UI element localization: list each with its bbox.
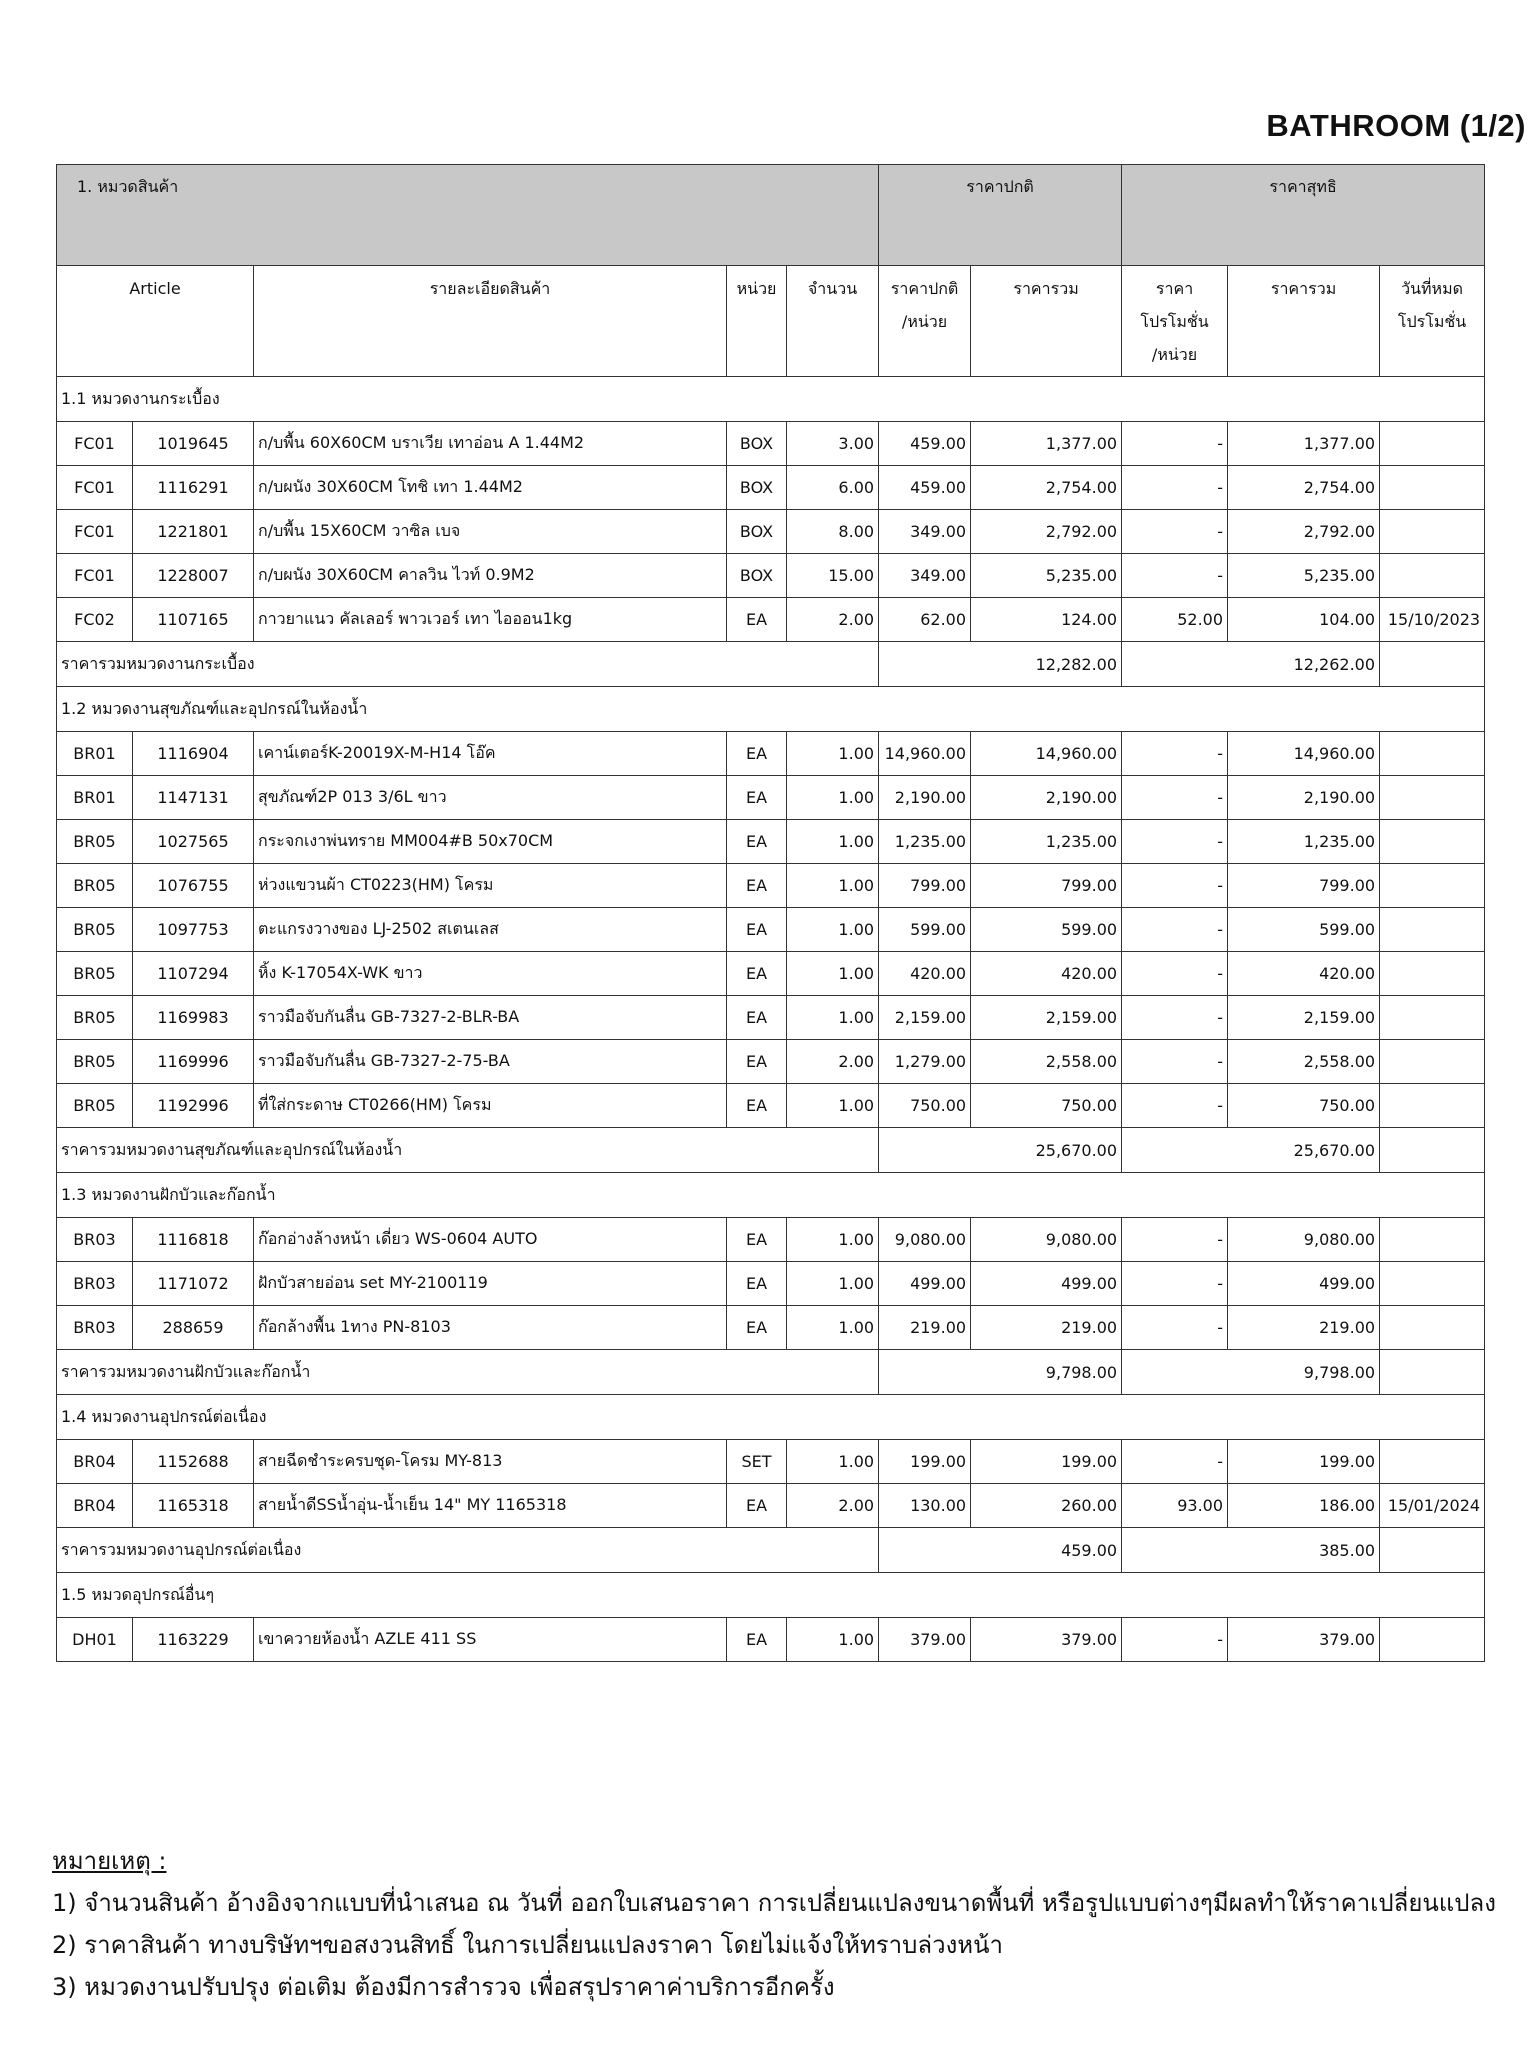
item-unit-price: 9,080.00 xyxy=(879,1218,971,1262)
item-description: ห่วงแขวนผ้า CT0223(HM) โครม xyxy=(254,864,727,908)
item-qty: 1.00 xyxy=(787,820,879,864)
item-unit-price: 349.00 xyxy=(879,554,971,598)
subtotal-empty xyxy=(1380,642,1485,687)
item-total: 260.00 xyxy=(971,1484,1122,1528)
col-header-net-total: ราคารวม xyxy=(1228,266,1380,377)
col-header-total: ราคารวม xyxy=(971,266,1122,377)
col-header-qty: จำนวน xyxy=(787,266,879,377)
subtotal-normal: 25,670.00 xyxy=(879,1128,1122,1173)
item-article: 1116904 xyxy=(133,732,254,776)
item-promo-end xyxy=(1380,952,1485,996)
item-qty: 15.00 xyxy=(787,554,879,598)
item-promo-end xyxy=(1380,776,1485,820)
item-unit: EA xyxy=(727,732,787,776)
table-row xyxy=(57,776,1485,820)
item-unit-price: 459.00 xyxy=(879,466,971,510)
subtotal-normal: 12,282.00 xyxy=(879,642,1122,687)
item-unit-price: 459.00 xyxy=(879,422,971,466)
item-article: 1163229 xyxy=(133,1618,254,1662)
item-description: สายน้ำดีSSน้ำอุ่น-น้ำเย็น 14" MY 1165318 xyxy=(254,1484,727,1528)
item-description: ก/บผนัง 30X60CM โทชิ เทา 1.44M2 xyxy=(254,466,727,510)
table-row xyxy=(57,554,1485,598)
item-net-total: 2,792.00 xyxy=(1228,510,1380,554)
item-article: 1097753 xyxy=(133,908,254,952)
item-net-total: 799.00 xyxy=(1228,864,1380,908)
item-code: DH01 xyxy=(57,1618,133,1662)
item-qty: 8.00 xyxy=(787,510,879,554)
item-promo-price: - xyxy=(1122,1262,1228,1306)
item-net-total: 750.00 xyxy=(1228,1084,1380,1128)
col-header-promo-line3: /หน่วย xyxy=(1151,345,1198,364)
item-net-total: 2,558.00 xyxy=(1228,1040,1380,1084)
item-article: 1169983 xyxy=(133,996,254,1040)
item-promo-price: - xyxy=(1122,1218,1228,1262)
item-article: 1192996 xyxy=(133,1084,254,1128)
item-code: FC02 xyxy=(57,598,133,642)
item-net-total: 379.00 xyxy=(1228,1618,1380,1662)
item-total: 1,377.00 xyxy=(971,422,1122,466)
item-unit-price: 1,235.00 xyxy=(879,820,971,864)
item-unit-price: 219.00 xyxy=(879,1306,971,1350)
item-unit: EA xyxy=(727,1262,787,1306)
item-code: BR03 xyxy=(57,1306,133,1350)
item-net-total: 420.00 xyxy=(1228,952,1380,996)
normal-price-header: ราคาปกติ xyxy=(879,165,1122,266)
item-code: FC01 xyxy=(57,554,133,598)
item-total: 420.00 xyxy=(971,952,1122,996)
item-article: 1221801 xyxy=(133,510,254,554)
item-promo-price: - xyxy=(1122,1618,1228,1662)
item-article: 1076755 xyxy=(133,864,254,908)
item-promo-end xyxy=(1380,554,1485,598)
item-unit-price: 349.00 xyxy=(879,510,971,554)
item-total: 2,558.00 xyxy=(971,1040,1122,1084)
item-promo-end xyxy=(1380,510,1485,554)
item-description: ก/บพื้น 15X60CM วาซิล เบจ xyxy=(254,510,727,554)
item-promo-end: 15/10/2023 xyxy=(1380,598,1485,642)
item-description: ก๊อกอ่างล้างหน้า เดี่ยว WS-0604 AUTO xyxy=(254,1218,727,1262)
item-unit: SET xyxy=(727,1440,787,1484)
item-unit-price: 62.00 xyxy=(879,598,971,642)
item-unit: EA xyxy=(727,1306,787,1350)
item-code: BR03 xyxy=(57,1218,133,1262)
item-unit: BOX xyxy=(727,554,787,598)
item-code: FC01 xyxy=(57,466,133,510)
item-unit: EA xyxy=(727,598,787,642)
item-code: FC01 xyxy=(57,510,133,554)
item-promo-end xyxy=(1380,732,1485,776)
item-promo-price: - xyxy=(1122,776,1228,820)
category-title: 1.1 หมวดงานกระเบื้อง xyxy=(57,377,1485,422)
item-promo-price: - xyxy=(1122,732,1228,776)
table-row xyxy=(57,1484,1485,1528)
item-qty: 3.00 xyxy=(787,422,879,466)
item-qty: 1.00 xyxy=(787,864,879,908)
item-qty: 1.00 xyxy=(787,1084,879,1128)
item-promo-price: - xyxy=(1122,1306,1228,1350)
col-header-promo-end xyxy=(1380,266,1485,377)
table-column-header-row xyxy=(57,266,1485,377)
subtotal-net: 12,262.00 xyxy=(1122,642,1380,687)
table-row xyxy=(57,510,1485,554)
item-article: 1152688 xyxy=(133,1440,254,1484)
subtotal-empty xyxy=(1380,1528,1485,1573)
item-total: 499.00 xyxy=(971,1262,1122,1306)
item-article: 1019645 xyxy=(133,422,254,466)
item-promo-end xyxy=(1380,1306,1485,1350)
item-total: 2,754.00 xyxy=(971,466,1122,510)
item-promo-end: 15/01/2024 xyxy=(1380,1484,1485,1528)
table-row xyxy=(57,908,1485,952)
table-row xyxy=(57,1618,1485,1662)
item-description: เขาควายห้องน้ำ AZLE 411 SS xyxy=(254,1618,727,1662)
item-unit-price: 2,159.00 xyxy=(879,996,971,1040)
item-qty: 1.00 xyxy=(787,776,879,820)
subtotal-label: ราคารวมหมวดงานอุปกรณ์ต่อเนื่อง xyxy=(57,1528,879,1573)
subtotal-row xyxy=(57,1350,1485,1395)
item-qty: 6.00 xyxy=(787,466,879,510)
col-header-unit-price-line2: /หน่วย xyxy=(901,312,948,331)
item-promo-end xyxy=(1380,820,1485,864)
item-description: ที่ใส่กระดาษ CT0266(HM) โครม xyxy=(254,1084,727,1128)
item-qty: 1.00 xyxy=(787,908,879,952)
category-title: 1.4 หมวดงานอุปกรณ์ต่อเนื่อง xyxy=(57,1395,1485,1440)
item-article: 1027565 xyxy=(133,820,254,864)
item-net-total: 599.00 xyxy=(1228,908,1380,952)
col-header-unit-price-line1: ราคาปกติ xyxy=(890,279,959,298)
item-article: 1116818 xyxy=(133,1218,254,1262)
col-header-promo-end-line2: โปรโมชั่น xyxy=(1397,312,1467,331)
item-code: BR05 xyxy=(57,996,133,1040)
item-description: กระจกเงาพ่นทราย MM004#B 50x70CM xyxy=(254,820,727,864)
item-net-total: 1,235.00 xyxy=(1228,820,1380,864)
item-total: 5,235.00 xyxy=(971,554,1122,598)
item-total: 14,960.00 xyxy=(971,732,1122,776)
item-promo-end xyxy=(1380,908,1485,952)
item-article: 1107165 xyxy=(133,598,254,642)
item-article: 1147131 xyxy=(133,776,254,820)
subtotal-net: 9,798.00 xyxy=(1122,1350,1380,1395)
item-description: เคาน์เตอร์K-20019X-M-H14 โอ๊ค xyxy=(254,732,727,776)
item-total: 124.00 xyxy=(971,598,1122,642)
item-total: 379.00 xyxy=(971,1618,1122,1662)
table-row xyxy=(57,820,1485,864)
item-total: 1,235.00 xyxy=(971,820,1122,864)
item-description: สุขภัณฑ์2P 013 3/6L ขาว xyxy=(254,776,727,820)
item-total: 219.00 xyxy=(971,1306,1122,1350)
col-header-promo-price xyxy=(1122,266,1228,377)
table-row xyxy=(57,952,1485,996)
item-code: BR05 xyxy=(57,908,133,952)
subtotal-normal: 9,798.00 xyxy=(879,1350,1122,1395)
subtotal-normal: 459.00 xyxy=(879,1528,1122,1573)
col-header-promo-line2: โปรโมชั่น xyxy=(1140,312,1209,331)
item-net-total: 186.00 xyxy=(1228,1484,1380,1528)
item-promo-price: - xyxy=(1122,466,1228,510)
net-price-header: ราคาสุทธิ xyxy=(1122,165,1485,266)
item-unit-price: 199.00 xyxy=(879,1440,971,1484)
item-unit-price: 799.00 xyxy=(879,864,971,908)
item-unit: BOX xyxy=(727,422,787,466)
notes-heading: หมายเหตุ : xyxy=(52,1847,167,1875)
item-unit-price: 130.00 xyxy=(879,1484,971,1528)
item-unit-price: 1,279.00 xyxy=(879,1040,971,1084)
item-promo-end xyxy=(1380,1618,1485,1662)
category-row xyxy=(57,377,1485,422)
item-total: 750.00 xyxy=(971,1084,1122,1128)
item-net-total: 14,960.00 xyxy=(1228,732,1380,776)
item-article: 1171072 xyxy=(133,1262,254,1306)
table-row xyxy=(57,466,1485,510)
subtotal-empty xyxy=(1380,1128,1485,1173)
table-row xyxy=(57,598,1485,642)
item-code: BR05 xyxy=(57,1084,133,1128)
item-code: BR01 xyxy=(57,776,133,820)
item-unit: EA xyxy=(727,864,787,908)
col-header-promo-line1: ราคา xyxy=(1155,279,1194,298)
table-row xyxy=(57,1262,1485,1306)
item-unit: EA xyxy=(727,1084,787,1128)
item-description: ตะแกรงวางของ LJ-2502 สเตนเลส xyxy=(254,908,727,952)
item-unit-price: 2,190.00 xyxy=(879,776,971,820)
item-description: ก๊อกล้างพื้น 1ทาง PN-8103 xyxy=(254,1306,727,1350)
subtotal-label: ราคารวมหมวดงานกระเบื้อง xyxy=(57,642,879,687)
item-unit: EA xyxy=(727,908,787,952)
item-net-total: 9,080.00 xyxy=(1228,1218,1380,1262)
item-description: ราวมือจับกันลื่น GB-7327-2-75-BA xyxy=(254,1040,727,1084)
subtotal-net: 25,670.00 xyxy=(1122,1128,1380,1173)
item-total: 2,190.00 xyxy=(971,776,1122,820)
item-qty: 2.00 xyxy=(787,1484,879,1528)
item-promo-price: 52.00 xyxy=(1122,598,1228,642)
item-unit: BOX xyxy=(727,510,787,554)
item-total: 9,080.00 xyxy=(971,1218,1122,1262)
item-description: กาวยาแนว คัลเลอร์ พาวเวอร์ เทา ไอออน1kg xyxy=(254,598,727,642)
item-promo-end xyxy=(1380,466,1485,510)
page-title: BATHROOM (1/2) xyxy=(1266,108,1526,143)
item-net-total: 5,235.00 xyxy=(1228,554,1380,598)
table-row xyxy=(57,1040,1485,1084)
table-row xyxy=(57,422,1485,466)
item-net-total: 219.00 xyxy=(1228,1306,1380,1350)
item-article: 288659 xyxy=(133,1306,254,1350)
item-code: BR01 xyxy=(57,732,133,776)
table-row xyxy=(57,1440,1485,1484)
item-description: ฝักบัวสายอ่อน set MY-2100119 xyxy=(254,1262,727,1306)
subtotal-row xyxy=(57,642,1485,687)
item-unit: EA xyxy=(727,820,787,864)
subtotal-row xyxy=(57,1128,1485,1173)
table-row xyxy=(57,864,1485,908)
item-code: BR03 xyxy=(57,1262,133,1306)
item-promo-price: - xyxy=(1122,554,1228,598)
category-title: 1.2 หมวดงานสุขภัณฑ์และอุปกรณ์ในห้องน้ำ xyxy=(57,687,1485,732)
item-unit: BOX xyxy=(727,466,787,510)
item-code: BR05 xyxy=(57,952,133,996)
item-article: 1165318 xyxy=(133,1484,254,1528)
category-row xyxy=(57,1573,1485,1618)
item-net-total: 2,190.00 xyxy=(1228,776,1380,820)
quotation-table xyxy=(56,164,1485,1662)
category-header: 1. หมวดสินค้า xyxy=(57,165,879,266)
note-line: 3) หมวดงานปรับปรุง ต่อเติม ต้องมีการสำรวจ เพื่อสรุปราคาค่าบริการอีกครั้ง xyxy=(52,1973,835,2001)
item-unit: EA xyxy=(727,776,787,820)
subtotal-label: ราคารวมหมวดงานฝักบัวและก๊อกน้ำ xyxy=(57,1350,879,1395)
item-promo-end xyxy=(1380,1040,1485,1084)
item-qty: 1.00 xyxy=(787,1440,879,1484)
item-promo-end xyxy=(1380,1262,1485,1306)
item-promo-price: 93.00 xyxy=(1122,1484,1228,1528)
item-total: 799.00 xyxy=(971,864,1122,908)
item-qty: 1.00 xyxy=(787,1618,879,1662)
col-header-unit: หน่วย xyxy=(727,266,787,377)
note-line: 2) ราคาสินค้า ทางบริษัทฯขอสงวนสิทธิ์ ในการเปลี่ยนแปลงราคา โดยไม่แจ้งให้ทราบล่วงหน้า xyxy=(52,1931,1003,1959)
item-promo-price: - xyxy=(1122,510,1228,554)
item-promo-price: - xyxy=(1122,996,1228,1040)
table-row xyxy=(57,1218,1485,1262)
col-header-unit-price xyxy=(879,266,971,377)
item-unit-price: 420.00 xyxy=(879,952,971,996)
subtotal-row xyxy=(57,1528,1485,1573)
notes-section xyxy=(52,1840,1496,2008)
item-qty: 1.00 xyxy=(787,1262,879,1306)
item-unit: EA xyxy=(727,952,787,996)
item-promo-price: - xyxy=(1122,1440,1228,1484)
item-unit: EA xyxy=(727,1040,787,1084)
subtotal-label: ราคารวมหมวดงานสุขภัณฑ์และอุปกรณ์ในห้องน้ำ xyxy=(57,1128,879,1173)
item-total: 199.00 xyxy=(971,1440,1122,1484)
item-promo-price: - xyxy=(1122,908,1228,952)
item-code: FC01 xyxy=(57,422,133,466)
item-net-total: 499.00 xyxy=(1228,1262,1380,1306)
item-total: 599.00 xyxy=(971,908,1122,952)
item-article: 1228007 xyxy=(133,554,254,598)
item-unit-price: 750.00 xyxy=(879,1084,971,1128)
item-promo-end xyxy=(1380,1440,1485,1484)
item-qty: 2.00 xyxy=(787,1040,879,1084)
item-article: 1107294 xyxy=(133,952,254,996)
item-total: 2,159.00 xyxy=(971,996,1122,1040)
table-row xyxy=(57,732,1485,776)
item-net-total: 1,377.00 xyxy=(1228,422,1380,466)
item-unit: EA xyxy=(727,1218,787,1262)
item-description: สายฉีดชำระครบชุด-โครม MY-813 xyxy=(254,1440,727,1484)
item-unit: EA xyxy=(727,1618,787,1662)
item-qty: 1.00 xyxy=(787,996,879,1040)
item-net-total: 199.00 xyxy=(1228,1440,1380,1484)
item-description: ราวมือจับกันลื่น GB-7327-2-BLR-BA xyxy=(254,996,727,1040)
item-promo-price: - xyxy=(1122,1084,1228,1128)
table-header-group-row xyxy=(57,165,1485,266)
item-promo-price: - xyxy=(1122,864,1228,908)
item-description: ก/บผนัง 30X60CM คาลวิน ไวท์ 0.9M2 xyxy=(254,554,727,598)
category-row xyxy=(57,1173,1485,1218)
item-promo-end xyxy=(1380,422,1485,466)
category-title: 1.3 หมวดงานฝักบัวและก๊อกน้ำ xyxy=(57,1173,1485,1218)
item-description: ก/บพื้น 60X60CM บราเวีย เทาอ่อน A 1.44M2 xyxy=(254,422,727,466)
item-unit: EA xyxy=(727,996,787,1040)
item-unit: EA xyxy=(727,1484,787,1528)
item-qty: 1.00 xyxy=(787,1218,879,1262)
item-promo-price: - xyxy=(1122,1040,1228,1084)
category-row xyxy=(57,687,1485,732)
item-unit-price: 379.00 xyxy=(879,1618,971,1662)
item-qty: 1.00 xyxy=(787,952,879,996)
col-header-promo-end-line1: วันที่หมด xyxy=(1401,279,1464,298)
table-row xyxy=(57,1306,1485,1350)
item-net-total: 2,159.00 xyxy=(1228,996,1380,1040)
subtotal-net: 385.00 xyxy=(1122,1528,1380,1573)
item-unit-price: 14,960.00 xyxy=(879,732,971,776)
col-header-description: รายละเอียดสินค้า xyxy=(254,266,727,377)
item-total: 2,792.00 xyxy=(971,510,1122,554)
item-promo-end xyxy=(1380,864,1485,908)
item-net-total: 2,754.00 xyxy=(1228,466,1380,510)
item-net-total: 104.00 xyxy=(1228,598,1380,642)
category-title: 1.5 หมวดอุปกรณ์อื่นๆ xyxy=(57,1573,1485,1618)
item-code: BR04 xyxy=(57,1484,133,1528)
item-article: 1169996 xyxy=(133,1040,254,1084)
item-qty: 2.00 xyxy=(787,598,879,642)
item-qty: 1.00 xyxy=(787,732,879,776)
note-line: 1) จำนวนสินค้า อ้างอิงจากแบบที่นำเสนอ ณ วันที่ ออกใบเสนอราคา การเปลี่ยนแปลงขนาดพื้นที่ หรือรูปแบบต่างๆมีผลทำให้ราคาเปลี่ยนแปลง xyxy=(52,1889,1496,1917)
item-promo-end xyxy=(1380,1084,1485,1128)
item-promo-price: - xyxy=(1122,820,1228,864)
table-row xyxy=(57,1084,1485,1128)
item-article: 1116291 xyxy=(133,466,254,510)
subtotal-empty xyxy=(1380,1350,1485,1395)
item-qty: 1.00 xyxy=(787,1306,879,1350)
item-promo-price: - xyxy=(1122,422,1228,466)
item-code: BR05 xyxy=(57,820,133,864)
item-unit-price: 599.00 xyxy=(879,908,971,952)
col-header-article: Article xyxy=(57,266,254,377)
category-row xyxy=(57,1395,1485,1440)
item-promo-price: - xyxy=(1122,952,1228,996)
item-unit-price: 499.00 xyxy=(879,1262,971,1306)
item-code: BR05 xyxy=(57,864,133,908)
item-code: BR05 xyxy=(57,1040,133,1084)
table-row xyxy=(57,996,1485,1040)
item-promo-end xyxy=(1380,1218,1485,1262)
item-code: BR04 xyxy=(57,1440,133,1484)
item-description: หิ้ง K-17054X-WK ขาว xyxy=(254,952,727,996)
item-promo-end xyxy=(1380,996,1485,1040)
